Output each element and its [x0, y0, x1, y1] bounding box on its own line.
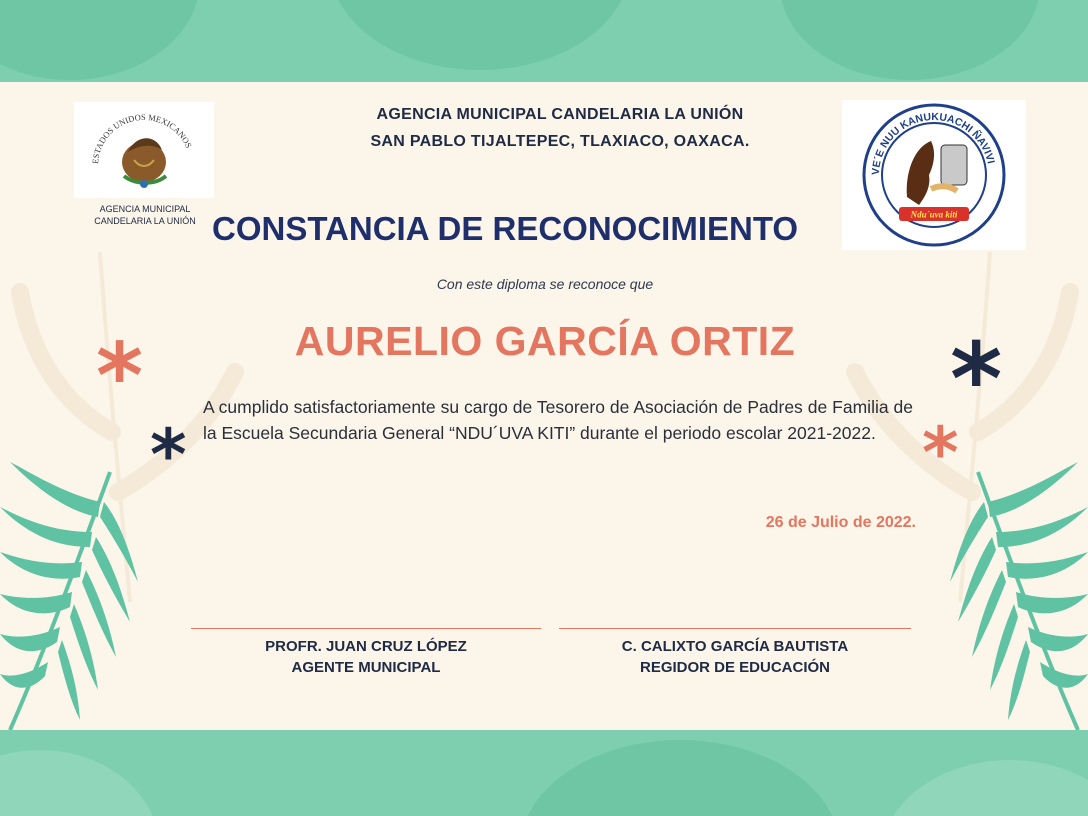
asterisk-decoration-icon: * [922, 412, 959, 494]
signature-line-2 [559, 628, 911, 629]
signature-line-1 [191, 628, 541, 629]
signature-block-2 [559, 636, 911, 678]
signer-name: C. CALIXTO GARCÍA BAUTISTA [621, 638, 849, 655]
asterisk-decoration-icon: * [950, 321, 1003, 438]
signer-role: REGIDOR DE EDUCACIÓN [639, 659, 830, 676]
recipient-name: AURELIO GARCÍA ORTIZ [294, 318, 796, 364]
header-line1: AGENCIA MUNICIPAL CANDELARIA LA UNIÓN [376, 106, 744, 123]
school-emblem-icon [859, 101, 1009, 249]
seal-arc-text: ESTADOS UNIDOS MEXICANOS [90, 111, 194, 165]
signer-role: AGENTE MUNICIPAL [291, 659, 441, 676]
header-line2: SAN PABLO TIJALTEPEC, TLAXIACO, OAXACA. [370, 133, 750, 150]
emblem-ring-text: VE´E NUU KANUKUACHI ÑAVIVI [869, 110, 997, 176]
palm-leaf-left [0, 462, 140, 730]
seal-caption [74, 203, 216, 227]
top-decorative-band [0, 0, 1088, 82]
seal-caption-line1: AGENCIA MUNICIPAL [99, 204, 191, 214]
signature-block-1 [191, 636, 541, 678]
certificate-subtitle: Con este diploma se reconoce que [436, 276, 654, 292]
asterisk-decoration-icon: * [150, 414, 187, 496]
eagle-seal-icon [84, 104, 204, 196]
certificate-title: CONSTANCIA DE RECONOCIMIENTO [212, 210, 799, 247]
palm-leaf-right [948, 462, 1088, 730]
mexico-coat-of-arms-seal [74, 102, 214, 198]
emblem-banner-text: Ndu´uva kiti [910, 209, 958, 220]
signer-name: PROFR. JUAN CRUZ LÓPEZ [265, 638, 467, 655]
asterisk-decoration-icon: * [96, 324, 144, 429]
certificate-date: 26 de Julio de 2022. [765, 514, 916, 531]
bottom-decorative-band [0, 730, 1088, 816]
seal-caption-line2: CANDELARIA LA UNIÓN [94, 216, 196, 226]
certificate-body: A cumplido satisfactoriamente su cargo de Tesorero de Asociación de Padres de Familia de la Escuela Secundaria General “NDU´UVA KITI” durante el periodo escolar 2021-2022. [203, 397, 913, 443]
